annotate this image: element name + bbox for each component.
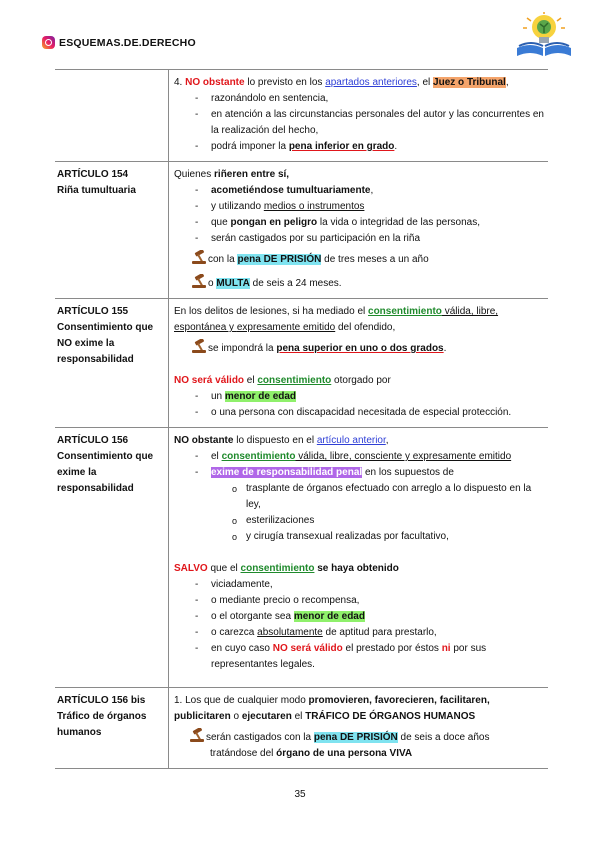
list-item: o esterilizaciones	[174, 513, 544, 529]
gavel-icon	[192, 250, 208, 264]
article-content: En los delitos de lesiones, si ha mediado el consentimiento válida, libre, espontánea y expresamente emitido del ofendido, se impondrá la pena superior en uno o dos grados. NO será válido el consentimiento otorgado por - un menor de edad - o una persona con discapacidad necesitada de especial protección.	[169, 299, 549, 428]
list-item: - serán castigados por su participación en la riña	[174, 231, 544, 247]
list-item: - un menor de edad	[174, 389, 544, 405]
lightbulb-books-logo	[513, 12, 575, 58]
article-title: ARTÍCULO 156 bis Tráfico de órganos humanos	[55, 688, 169, 769]
list-item: - o el otorgante sea menor de edad	[174, 609, 544, 625]
articles-table	[55, 69, 548, 769]
article-title: ARTÍCULO 154 Riña tumultuaria	[55, 162, 169, 299]
link-articulo-anterior[interactable]: artículo anterior	[316, 435, 386, 446]
list-item: o y cirugía transexual realizadas por facultativo,	[174, 529, 544, 545]
header	[42, 36, 196, 49]
link-apartados-anteriores[interactable]: apartados anteriores	[325, 77, 417, 88]
gavel-icon	[192, 339, 208, 353]
table-row	[55, 688, 548, 769]
article-title: ARTÍCULO 155 Consentimiento que NO exime la responsabilidad	[55, 299, 169, 428]
list-item: - el consentimiento válida, libre, consciente y expresamente emitido	[174, 449, 544, 465]
list-item: - o carezca absolutamente de aptitud para prestarlo,	[174, 625, 544, 641]
list-item: - exime de responsabilidad penal en los supuestos de	[174, 465, 544, 481]
list-item: - o una persona con discapacidad necesitada de especial protección.	[174, 405, 544, 421]
list-item: - razonándolo en sentencia,	[174, 91, 544, 107]
table-row	[55, 162, 548, 299]
table-row	[55, 299, 548, 428]
list-item: - en cuyo caso NO será válido el prestado por éstos ni por sus representantes legales.	[174, 641, 544, 673]
list-item: - viciadamente,	[174, 577, 544, 593]
gavel-icon	[190, 728, 206, 742]
list-item: - o mediante precio o recompensa,	[174, 593, 544, 609]
page-number: 35	[294, 789, 306, 800]
list-item: - y utilizando medios o instrumentos	[174, 199, 544, 215]
brand-name: ESQUEMAS.DE.DERECHO	[59, 36, 196, 49]
list-item: - que pongan en peligro la vida o integridad de las personas,	[174, 215, 544, 231]
list-item: - podrá imponer la pena inferior en grado.	[174, 139, 544, 155]
article-title	[55, 70, 169, 162]
article-content: 4. NO obstante lo previsto en los apartados anteriores, el Juez o Tribunal, - razonándolo en sentencia, - en atención a las circunstancias personales del autor y las concurrentes en la realización del hecho, - podrá imponer la pena inferior en grado.	[169, 70, 549, 162]
article-content: 1. Los que de cualquier modo promovieren, favorecieren, facilitaren, publicitaren o ejecutaren el TRÁFICO DE ÓRGANOS HUMANOS serán castigados con la pena DE PRISIÓN de seis a doce años tratándose del órgano de una persona VIVA	[169, 688, 549, 769]
article-title: ARTÍCULO 156 Consentimiento que exime la responsabilidad	[55, 428, 169, 688]
list-item: - en atención a las circunstancias personales del autor y las concurrentes en la realización del hecho,	[174, 107, 544, 139]
table-row	[55, 70, 548, 162]
article-content: Quienes riñeren entre sí, - acometiéndose tumultuariamente, - y utilizando medios o instrumentos - que pongan en peligro la vida o integridad de las personas, - serán castigados por su participación en la riña con la pena DE PRISIÓN de tres meses a un año o MULTA de seis a 24 meses.	[169, 162, 549, 299]
article-content: NO obstante lo dispuesto en el artículo anterior, - el consentimiento válida, libre, consciente y expresamente emitido - exime de responsabilidad penal en los supuestos de o trasplante de órganos efectuado con arreglo a lo dispuesto en la ley, o esterilizaciones o y cirugía transexual realizadas por facultativo, SALVO que el consentimiento se haya obtenido - viciadamente, - o mediante precio o recompensa, - o el otorgante sea menor de edad - o carezca absolutamente de aptitud para prestarlo, - en cuyo caso NO será válido el prestado por éstos ni por sus representantes legales.	[169, 428, 549, 688]
table-row	[55, 428, 548, 688]
list-item: - acometiéndose tumultuariamente,	[174, 183, 544, 199]
gavel-icon	[192, 274, 208, 288]
list-item: o trasplante de órganos efectuado con arreglo a lo dispuesto en la ley,	[174, 481, 544, 513]
instagram-icon	[42, 36, 55, 49]
